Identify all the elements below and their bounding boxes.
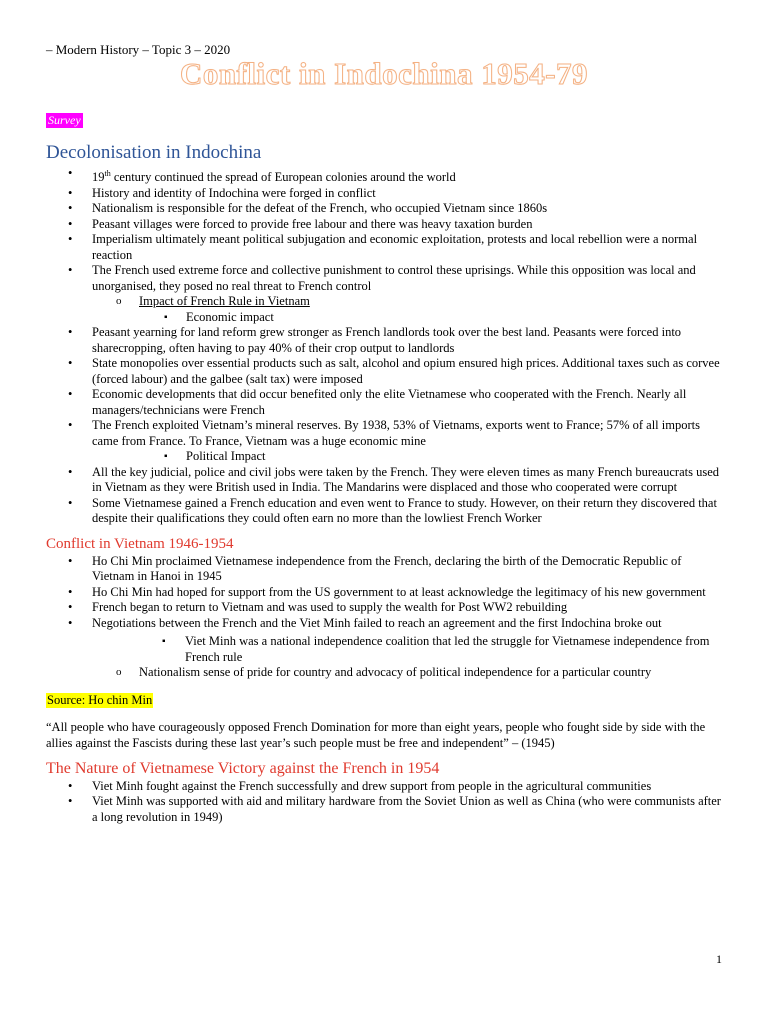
list-item: • History and identity of Indochina were forged in conflict xyxy=(46,186,726,202)
century-number: 19 xyxy=(92,170,105,185)
list-item: • Nationalism is responsible for the defeat of the French, who occupied Vietnam since 1860s xyxy=(46,201,726,217)
list-item: • State monopolies over essential products such as salt, alcohol and opium ensured high prices. Additional taxes such as corvee (forced labour) and the galbee (salt tax) were imposed xyxy=(46,356,726,387)
sub-heading-text: Impact of French Rule in Vietnam xyxy=(139,294,310,309)
list-item: • Negotiations between the French and the Viet Minh failed to reach an agreement and the first Indochina broke out xyxy=(46,616,726,632)
document-body xyxy=(46,140,726,825)
viet-minh-note: ▪ Viet Minh was a national independence coalition that led the struggle for Vietnamese independence from French rule xyxy=(46,634,726,665)
list-item: • Some Vietnamese gained a French education and even went to France to study. However, on their return they discovered that despite their qualifications they could often earn no more than the lowliest French Worker xyxy=(46,496,726,527)
section-heading-victory: The Nature of Vietnamese Victory against the French in 1954 xyxy=(46,759,440,777)
century-text: century continued the spread of European colonies around the world xyxy=(110,170,456,185)
list-item: • All the key judicial, police and civil jobs were taken by the French. They were eleven times as many French bureaucrats used in Vietnam as they were British used in India. The Mandarins were displaced and those who cooperated were corrupt xyxy=(46,465,726,496)
list-item xyxy=(46,166,726,186)
century-suffix: th xyxy=(104,169,111,178)
source-quote: “All people who have courageously opposed French Domination for more than eight years, people who fought side by side with the allies against the Fascists during these last year’s such people must be free and independent” – (1945) xyxy=(46,719,706,750)
page-number: 1 xyxy=(716,952,722,966)
source-label: Source: Ho chin Min xyxy=(47,692,153,707)
document-title: Conflict in Indochina 1954-79 xyxy=(179,56,589,91)
victory-list xyxy=(46,779,726,826)
list-item: • The French exploited Vietnam’s mineral reserves. By 1938, 53% of Vietnams, exports went to France; 57% of all imports came from France. To France, Vietnam was a huge economic mine xyxy=(46,418,726,449)
economic-impact-label: ▪ Economic impact xyxy=(46,310,726,326)
list-item: • Ho Chi Min proclaimed Vietnamese independence from the French, declaring the birth of the Democratic Republic of Vietnam in Hanoi in 1945 xyxy=(46,554,726,585)
list-item: • Peasant villages were forced to provide free labour and there was heavy taxation burden xyxy=(46,217,726,233)
list-item: • Viet Minh fought against the French successfully and drew support from people in the agricultural communities xyxy=(46,779,726,795)
sub-heading-french-rule xyxy=(46,294,726,310)
list-item: • French began to return to Vietnam and was used to supply the wealth for Post WW2 rebuilding xyxy=(46,600,726,616)
source-block xyxy=(46,691,726,709)
list-item: • Imperialism ultimately meant political subjugation and economic exploitation, protests and local rebellion were a normal reaction xyxy=(46,232,726,263)
political-impact-label: ▪ Political Impact xyxy=(46,449,726,465)
section-heading-decolonisation: Decolonisation in Indochina xyxy=(46,142,262,163)
survey-tag: Survey xyxy=(48,113,81,127)
course-header: – Modern History – Topic 3 – 2020 xyxy=(46,42,231,57)
list-item: • Viet Minh was supported with aid and military hardware from the Soviet Union as well as China (who were communists after a long revolution in 1949) xyxy=(46,794,726,825)
section-heading-conflict: Conflict in Vietnam 1946-1954 xyxy=(46,535,234,552)
list-item: • Ho Chi Min had hoped for support from the US government to at least acknowledge the legitimacy of his new government xyxy=(46,585,726,601)
list-item: • The French used extreme force and collective punishment to control these uprisings. While this opposition was local and unorganised, they posed no real threat to French control xyxy=(46,263,726,294)
list-item: • Peasant yearning for land reform grew stronger as French landlords took over the best land. Peasants were forced into sharecropping, often having to pay 40% of their crop output to landlords xyxy=(46,325,726,356)
nationalism-note: o Nationalism sense of pride for country and advocacy of political independence for a particular country xyxy=(46,665,726,681)
conflict-list xyxy=(46,554,726,681)
decolonisation-list xyxy=(46,166,726,527)
list-item: • Economic developments that did occur benefited only the elite Vietnamese who cooperated with the French. Nearly all managers/technicians were French xyxy=(46,387,726,418)
